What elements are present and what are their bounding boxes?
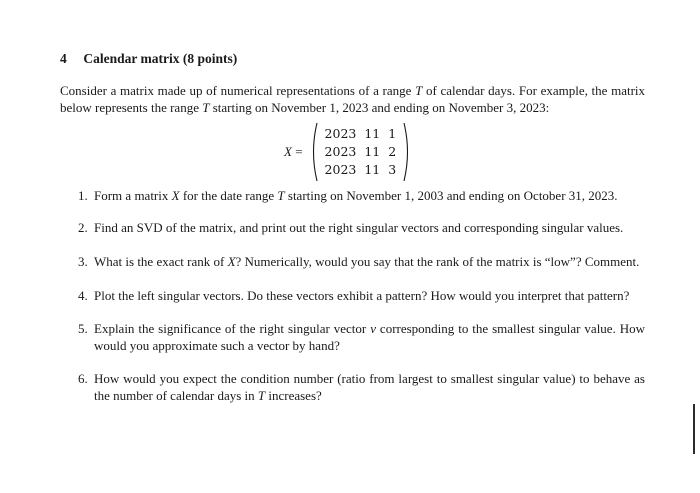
question-number: 6. — [78, 371, 88, 386]
matrix-symbol: X — [284, 144, 292, 159]
intro-text-1: Consider a matrix made up of numerical representations of a range — [60, 83, 412, 98]
matrix-cell: 2023 — [324, 144, 357, 159]
question-item — [60, 187, 645, 204]
matrix-row — [321, 161, 401, 179]
math-symbol: v — [370, 321, 376, 336]
matrix-equation — [284, 121, 412, 183]
intro-text-2: of calendar days. For example, the matrix below represents the range — [60, 83, 646, 115]
question-number: 3. — [78, 254, 88, 269]
question-text: Form a matrix — [94, 188, 169, 203]
range-symbol: T — [202, 100, 210, 115]
intro-text-3: starting on November 1, 2023 and ending on November 3, 2023: — [212, 100, 550, 115]
question-item — [60, 320, 645, 354]
matrix-lhs — [284, 144, 303, 160]
question-text: How would you expect the condition number (ratio from largest to smallest singular value) to behave as the number of calendar days in — [94, 371, 645, 403]
question-number: 4. — [78, 288, 88, 303]
question-text: What is the exact rank of — [94, 254, 225, 269]
matrix-row — [321, 125, 401, 143]
intro-paragraph — [60, 82, 645, 116]
question-text: Plot the left singular vectors. Do these vectors exhibit a pattern? How would you interpret that pattern? — [94, 288, 630, 303]
matrix-row — [321, 143, 401, 161]
question-item — [60, 370, 645, 404]
range-symbol: T — [415, 83, 423, 98]
math-symbol: X — [227, 254, 236, 269]
question-text: Find an SVD of the matrix, and print out the right singular vectors and corresponding singular values. — [94, 220, 624, 235]
question-text: increases? — [268, 388, 322, 403]
question-text: ? Numerically, would you say that the rank of the matrix is “low”? Comment. — [235, 254, 640, 269]
matrix-cell: 2023 — [324, 162, 357, 177]
scroll-edge-marker — [693, 404, 695, 454]
section-title: Calendar matrix (8 points) — [83, 51, 238, 66]
question-item — [60, 253, 645, 270]
question-text: Explain the significance of the right singular vector — [94, 321, 367, 336]
matrix-cell: 2 — [388, 144, 397, 159]
matrix-cell: 11 — [364, 144, 381, 159]
question-text: for the date range — [182, 188, 275, 203]
question-item — [60, 219, 645, 236]
question-item — [60, 287, 645, 304]
question-text: starting on November 1, 2003 and ending on October 31, 2023. — [287, 188, 618, 203]
question-number: 1. — [78, 188, 88, 203]
left-paren — [309, 122, 319, 182]
matrix-cell: 11 — [364, 162, 381, 177]
question-number: 2. — [78, 220, 88, 235]
matrix-cell: 3 — [388, 162, 397, 177]
section-number: 4 — [60, 51, 67, 66]
matrix-cell: 11 — [364, 126, 381, 141]
matrix-cell: 2023 — [324, 126, 357, 141]
matrix-body — [321, 125, 401, 179]
matrix-cell: 1 — [388, 126, 397, 141]
math-symbol: T — [257, 388, 266, 403]
question-text: corresponding to the smallest singular value. How would you approximate such a vector by hand? — [94, 321, 646, 353]
math-symbol: X — [171, 188, 180, 203]
right-paren — [402, 122, 412, 182]
math-symbol: T — [277, 188, 285, 203]
question-list — [60, 187, 645, 404]
equals-sign: = — [295, 144, 303, 159]
question-number: 5. — [78, 321, 88, 336]
section-heading — [60, 51, 237, 67]
